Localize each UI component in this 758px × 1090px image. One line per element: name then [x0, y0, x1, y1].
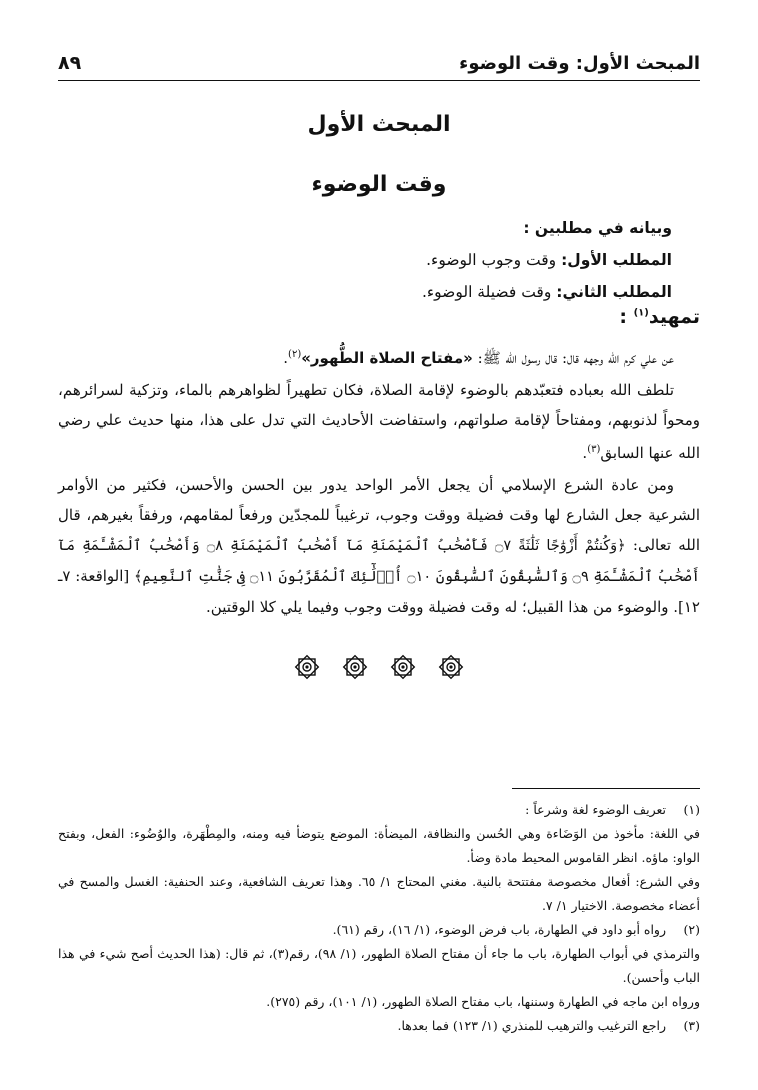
- purification-end: .: [582, 444, 588, 462]
- quran-verse: ﴿وَكُنتُمْ أَزْوَٰجًا ثَلَٰثَةً ۝٧ فَأَصْحَٰبُ ٱلْمَيْمَنَةِ مَآ أَصْحَٰبُ ٱلْمَيْمَنَةِ ۝٨ وَأَصْحَٰبُ ٱلْمَشْـَٔمَةِ مَآ أَصْحَٰبُ ٱلْمَشْـَٔمَةِ ۝٩ وَٱلسَّٰبِقُونَ ٱلسَّٰبِقُونَ ۝١٠ أُو۟لَٰٓئِكَ ٱلْمُقَرَّبُونَ ۝١١ فِى جَنَّٰتِ ٱلنَّعِيمِ﴾: [58, 538, 701, 585]
- footnote-body: [58, 1014, 666, 1038]
- footnote-line: وفي الشرع: أفعال مخصوصة مفتتحة بالنية. مغني المحتاج ١/ ٦٥. وهذا تعريف الشافعية، وعند الحنفية: الغسل والمسح في أعضاء مخصوصة. الاختيار ١/ ٧.: [58, 874, 700, 913]
- tamheed-colon: :: [619, 306, 634, 328]
- rosette-ornament-icon: [438, 654, 464, 680]
- requirement-2-label: المطلب الثاني:: [556, 283, 672, 301]
- requirement-1: [58, 244, 672, 276]
- chapter-title: المبحث الأول: [307, 112, 451, 137]
- requirement-2: [58, 276, 672, 308]
- intro-block: [58, 212, 672, 308]
- hadith-intro: عن علي كرم الله وجهه قال: قال رسول الله ﷺ:: [472, 349, 674, 367]
- rosette-ornament-icon: [390, 654, 416, 680]
- footnote-line: في اللغة: مأخوذ من الوَضَاءة وهي الحُسن والنظافة، الميضأة: الموضع يتوضأ فيه ومنه، والمِطْهَرة، والوُضُوء: الفعل، وبفتح الواو: ماؤه. انظر القاموس المحيط مادة وضأ.: [58, 826, 700, 865]
- footnote-body: [58, 798, 666, 822]
- footnote-number: (٣): [683, 1018, 700, 1033]
- hadith-footnote-ref[interactable]: (٢): [288, 349, 302, 360]
- requirement-1-label: المطلب الأول:: [561, 251, 672, 269]
- footnote-line: تعريف الوضوء لغة وشرعاً :: [525, 802, 666, 817]
- rosette-ornament-icon: [294, 654, 320, 680]
- running-title: المبحث الأول: وقت الوضوء: [459, 53, 700, 74]
- paragraph-sharia: [58, 470, 700, 622]
- purification-footnote-ref[interactable]: (٣): [587, 444, 601, 455]
- requirement-1-text: وقت وجوب الوضوء.: [426, 251, 562, 269]
- sharia-text: ومن عادة الشرع الإسلامي أن يجعل الأمر الواحد يدور بين الحسن والأحسن، فكثير من الأوامر الشرعية جعل الشارع لها وقت فضيلة ووقت وجوب، ترغيباً للمجدّين ورفعاً لمقامهم، ورفقاً بغيرهم، قال الله تعالى:: [58, 476, 700, 554]
- footnote-body: [58, 918, 666, 942]
- sharia-end: [الواقعة: ٧ـ ١٢]. والوضوء من هذا القبيل؛ له وقت فضيلة ووقت وجوب وفيما يلي كلا الوقتين.: [58, 567, 700, 616]
- footnote-number: (٢): [683, 922, 700, 937]
- paragraph-hadith: [58, 340, 700, 373]
- footnote-line: ورواه ابن ماجه في الطهارة وسننها، باب مفتاح الصلاة الطهور، (١/ ١٠١)، رقم (٢٧٥).: [266, 994, 700, 1009]
- tamheed-label: تمهيد: [648, 306, 700, 328]
- section-title: وقت الوضوء: [311, 172, 447, 197]
- tamheed-footnote-ref[interactable]: (١): [633, 307, 649, 319]
- purification-text: تلطف الله بعباده فتعبّدهم بالوضوء لإقامة الصلاة، فكان تطهيراً لظواهرهم بالماء، وتزكية لسرائرهم، ومحواً لذنوبهم، ومفتاحاً لإقامة صلواتهم، واستفاضت الأحاديث التي تدل على هذا، منها حديث علي رضي الله عنها السابق: [58, 381, 700, 462]
- footnote-separator: [512, 788, 700, 789]
- rosette-ornament-icon: [342, 654, 368, 680]
- footnote-2: [58, 918, 700, 942]
- hadith-quote: «مفتاح الصلاة الطُّهور»: [301, 349, 473, 367]
- footnote-line: رواه أبو داود في الطهارة، باب فرض الوضوء، (١/ ١٦)، رقم (٦١).: [332, 922, 666, 937]
- footnote-line: راجع الترغيب والترهيب للمنذري (١/ ١٢٣) فما بعدها.: [397, 1018, 666, 1033]
- footnote-3: [58, 1014, 700, 1038]
- footnote-number: (١): [683, 802, 700, 817]
- footnotes: [58, 798, 700, 1038]
- footnote-line: والترمذي في أبواب الطهارة، باب ما جاء أن مفتاح الصلاة الطهور، (١/ ٩٨)، رقم(٣)، ثم قال: (هذا الحديث أصح شيء في هذا الباب وأحسن).: [58, 946, 701, 985]
- page-number: ٨٩: [58, 52, 82, 74]
- paragraph-purification: [58, 375, 700, 468]
- intro-lead: وبيانه في مطلبين :: [523, 219, 672, 237]
- footnote-1: [58, 798, 700, 822]
- tamheed-heading: [619, 306, 700, 328]
- requirement-2-text: وقت فضيلة الوضوء.: [421, 283, 557, 301]
- running-header: [58, 44, 700, 81]
- hadith-end: .: [283, 349, 289, 367]
- section-divider-ornaments: [0, 654, 758, 680]
- body-text: [58, 340, 700, 622]
